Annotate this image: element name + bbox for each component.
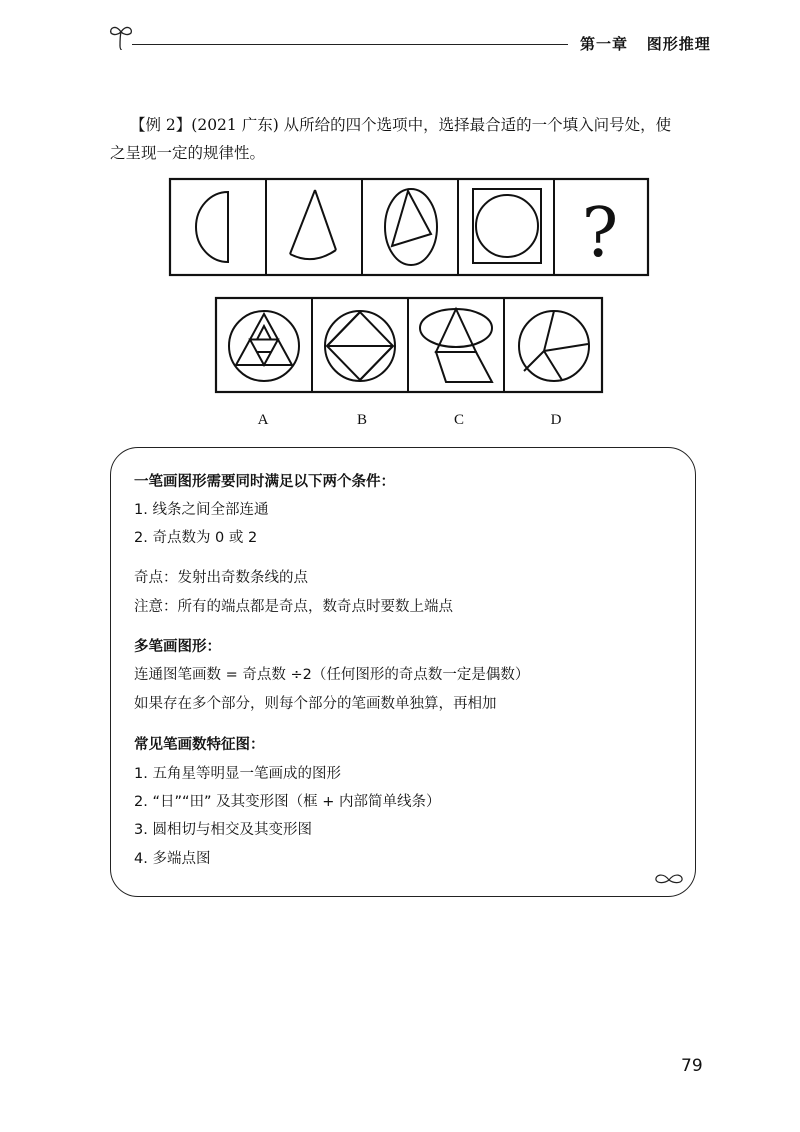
- sprout-icon: [106, 20, 136, 50]
- half-circle-figure: [196, 192, 228, 262]
- notes-title-multi-stroke: 多笔画图形：: [134, 639, 221, 655]
- cone-figure: [290, 190, 336, 259]
- notes-attention: 注意：所有的端点都是奇点，数奇点时要数上端点: [134, 599, 453, 615]
- option-a-label: A: [257, 412, 269, 428]
- notes-condition-2: 2. 奇点数为 0 或 2: [134, 530, 258, 546]
- example-question-line1: 【例 2】(2021 广东) 从所给的四个选项中，选择最合适的一个填入问号处，使: [130, 116, 672, 134]
- notes-title-one-stroke: 一笔画图形需要同时满足以下两个条件：: [134, 474, 395, 490]
- ellipse-triangle-figure: [385, 189, 437, 265]
- option-b-figure: [325, 311, 395, 381]
- notes-item-1: 1. 五角星等明显一笔画成的图形: [134, 766, 341, 782]
- chapter-heading: [580, 33, 711, 54]
- options-figure-strip: [214, 296, 606, 396]
- square-circle-figure: [473, 189, 541, 263]
- option-c-label: C: [453, 412, 464, 428]
- question-figure-strip: [168, 176, 652, 280]
- notes-condition-1: 1. 线条之间全部连通: [134, 502, 269, 518]
- notes-item-2: 2. “日”“田” 及其变形图（框 + 内部简单线条）: [134, 794, 441, 810]
- svg-text:?: ?: [581, 194, 619, 273]
- option-d-label: D: [550, 412, 562, 428]
- header-rule: [132, 44, 568, 45]
- leaf-ornament-icon: [652, 870, 686, 888]
- question-mark: [582, 194, 618, 273]
- option-d-figure: [519, 311, 589, 381]
- option-a-figure: [229, 311, 299, 381]
- option-c-figure: [420, 309, 492, 382]
- example-question-line2: 之呈现一定的规律性。: [110, 144, 266, 162]
- notes-formula: 连通图笔画数 = 奇点数 ÷2（任何图形的奇点数一定是偶数）: [134, 667, 530, 683]
- notes-item-3: 3. 圆相切与相交及其变形图: [134, 822, 312, 838]
- notes-title-common: 常见笔画数特征图：: [134, 737, 265, 753]
- notes-odd-point-definition: 奇点：发射出奇数条线的点: [134, 570, 308, 586]
- chapter-label: 第一章: [580, 35, 629, 53]
- notes-multi-part: 如果存在多个部分，则每个部分的笔画数单独算，再相加: [134, 696, 497, 712]
- section-title: 图形推理: [646, 35, 711, 53]
- notes-item-4: 4. 多端点图: [134, 851, 211, 867]
- page-number: 79: [681, 1056, 703, 1076]
- option-b-label: B: [356, 412, 367, 428]
